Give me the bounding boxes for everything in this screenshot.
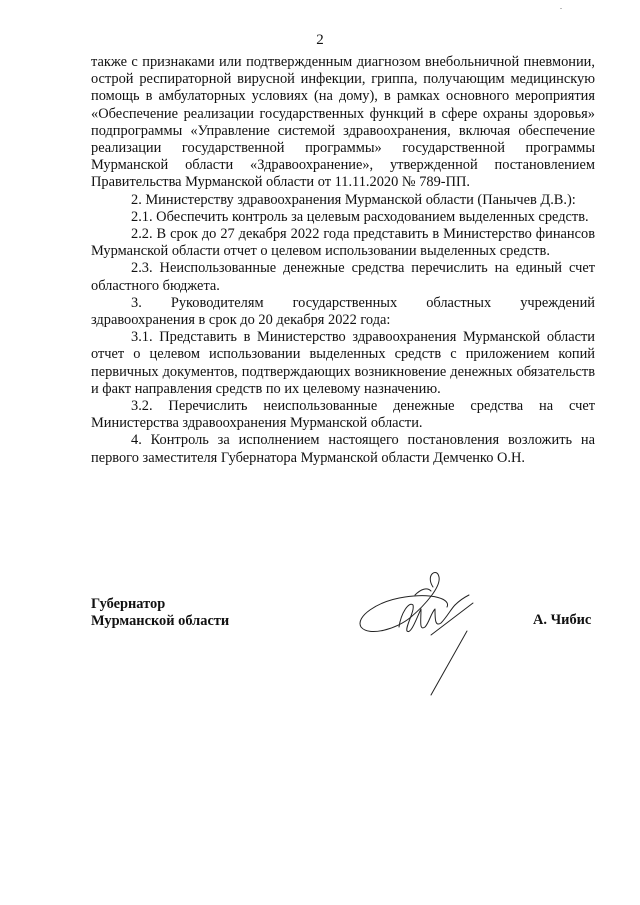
paragraph-2-2: 2.2. В срок до 27 декабря 2022 года представить в Министерство финансов Мурманской области отчет о целевом использовании выделенных средств.: [91, 226, 595, 260]
paragraph-4: 4. Контроль за исполнением настоящего постановления возложить на первого заместителя Губернатора Мурманской области Демченко О.Н.: [91, 432, 595, 466]
paragraph-2-1: 2.1. Обеспечить контроль за целевым расходованием выделенных средств.: [131, 208, 589, 225]
page-number: 2: [316, 32, 324, 48]
scan-mark: [560, 8, 562, 9]
document-body: [91, 54, 595, 467]
signatory-position-line2: Мурманской области: [91, 613, 230, 630]
paragraph-3: 3. Руководителям государственных областных учреждений здравоохранения в срок до 20 декабря 2022 года:: [91, 294, 595, 329]
paragraph-2-3: 2.3. Неиспользованные денежные средства перечислить на единый счет областного бюджета.: [91, 260, 595, 294]
paragraph-2: 2. Министерству здравоохранения Мурманской области (Панычев Д.В.):: [131, 191, 576, 208]
signatory-name: А. Чибис: [533, 612, 592, 628]
paragraph-3-1: 3.1. Представить в Министерство здравоохранения Мурманской области отчет о целевом использовании выделенных средств с приложением копий первичных документов, подтверждающих возникновение денежных обязательств и факт направления средств по их целевому назначению.: [91, 329, 595, 397]
signatory-position-line1: Губернатор: [91, 596, 166, 612]
paragraph-3-2: 3.2. Перечислить неиспользованные денежные средства на счет Министерства здравоохранения Мурманской области.: [91, 398, 595, 432]
signatory-position: [91, 596, 229, 630]
paragraph-1-continuation: также с признаками или подтвержденным диагнозом внебольничной пневмонии, острой респираторной вирусной инфекции, гриппа, получающим медицинскую помощь в амбулаторных условиях (на дому), в рамках основного мероприятия «Обеспечение реализации государственных функций в сфере охраны здоровья» подпрограммы «Управление системой здравоохранения, включая обеспечение реализации государственной программы» государственной программы Мурманской области «Здравоохранение», утвержденной постановлением Правительства Мурманской области от 11.11.2020 № 789-ПП.: [91, 54, 595, 191]
handwritten-signature: [355, 565, 505, 700]
